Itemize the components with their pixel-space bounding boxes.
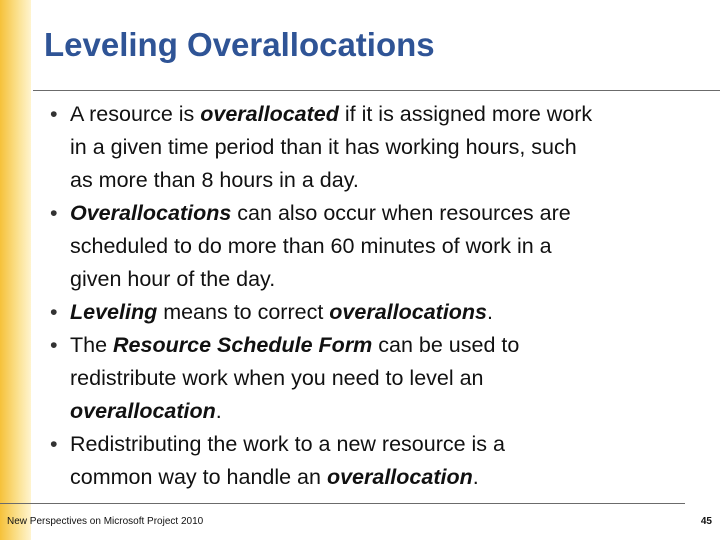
emphasized-term: overallocation [70, 399, 216, 423]
bullet-text: as more than 8 hours in a day. [70, 168, 359, 192]
bullet-text: . [472, 465, 479, 489]
bullet-line [70, 263, 700, 296]
bullet-list [50, 98, 700, 494]
emphasized-term: Leveling [70, 300, 158, 324]
bullet-line [70, 329, 700, 362]
slide-title: Leveling Overallocations [44, 26, 435, 63]
bullet-line [70, 395, 700, 428]
emphasized-term: Resource Schedule Form [113, 333, 373, 357]
emphasized-term: overallocations [329, 300, 488, 324]
bullet-line [70, 131, 700, 164]
emphasized-term: Overallocations [70, 201, 232, 225]
bullet-item [50, 98, 700, 197]
bullet-item [50, 296, 700, 329]
title-divider [33, 90, 720, 91]
bullet-item [50, 428, 700, 494]
bullet-line [70, 98, 700, 131]
bullet-text: can be used to [372, 333, 520, 357]
footer-text: New Perspectives on Microsoft Project 2010 [7, 516, 204, 527]
bullet-text: given hour of the day. [70, 267, 276, 291]
bullet-line [70, 461, 700, 494]
bullet-text: scheduled to do more than 60 minutes of work in a [70, 234, 552, 258]
bullet-text: The [70, 333, 114, 357]
bullet-text: common way to handle an [70, 465, 327, 489]
bullet-line [70, 362, 700, 395]
bullet-line [70, 428, 700, 461]
bullet-text: means to correct [157, 300, 330, 324]
bullet-item [50, 329, 700, 428]
emphasized-term: overallocation [326, 465, 473, 489]
bullet-text: . [487, 300, 494, 324]
footer-divider [0, 503, 685, 504]
bullet-text: A resource is [70, 102, 201, 126]
bullet-text: Redistributing the work to a new resource is a [70, 432, 505, 456]
bullet-line [70, 197, 700, 230]
bullet-text: . [215, 399, 222, 423]
page-number: 45 [700, 516, 712, 527]
bullet-text: redistribute work when you need to level an [70, 366, 484, 390]
decorative-left-bar [0, 0, 31, 540]
emphasized-term: overallocated [200, 102, 339, 126]
bullet-item [50, 197, 700, 296]
bullet-text: can also occur when resources are [231, 201, 571, 225]
bullet-text: if it is assigned more work [338, 102, 593, 126]
bullet-line [70, 164, 700, 197]
bullet-line [70, 230, 700, 263]
bullet-text: in a given time period than it has working hours, such [70, 135, 577, 159]
bullet-line [70, 296, 700, 329]
